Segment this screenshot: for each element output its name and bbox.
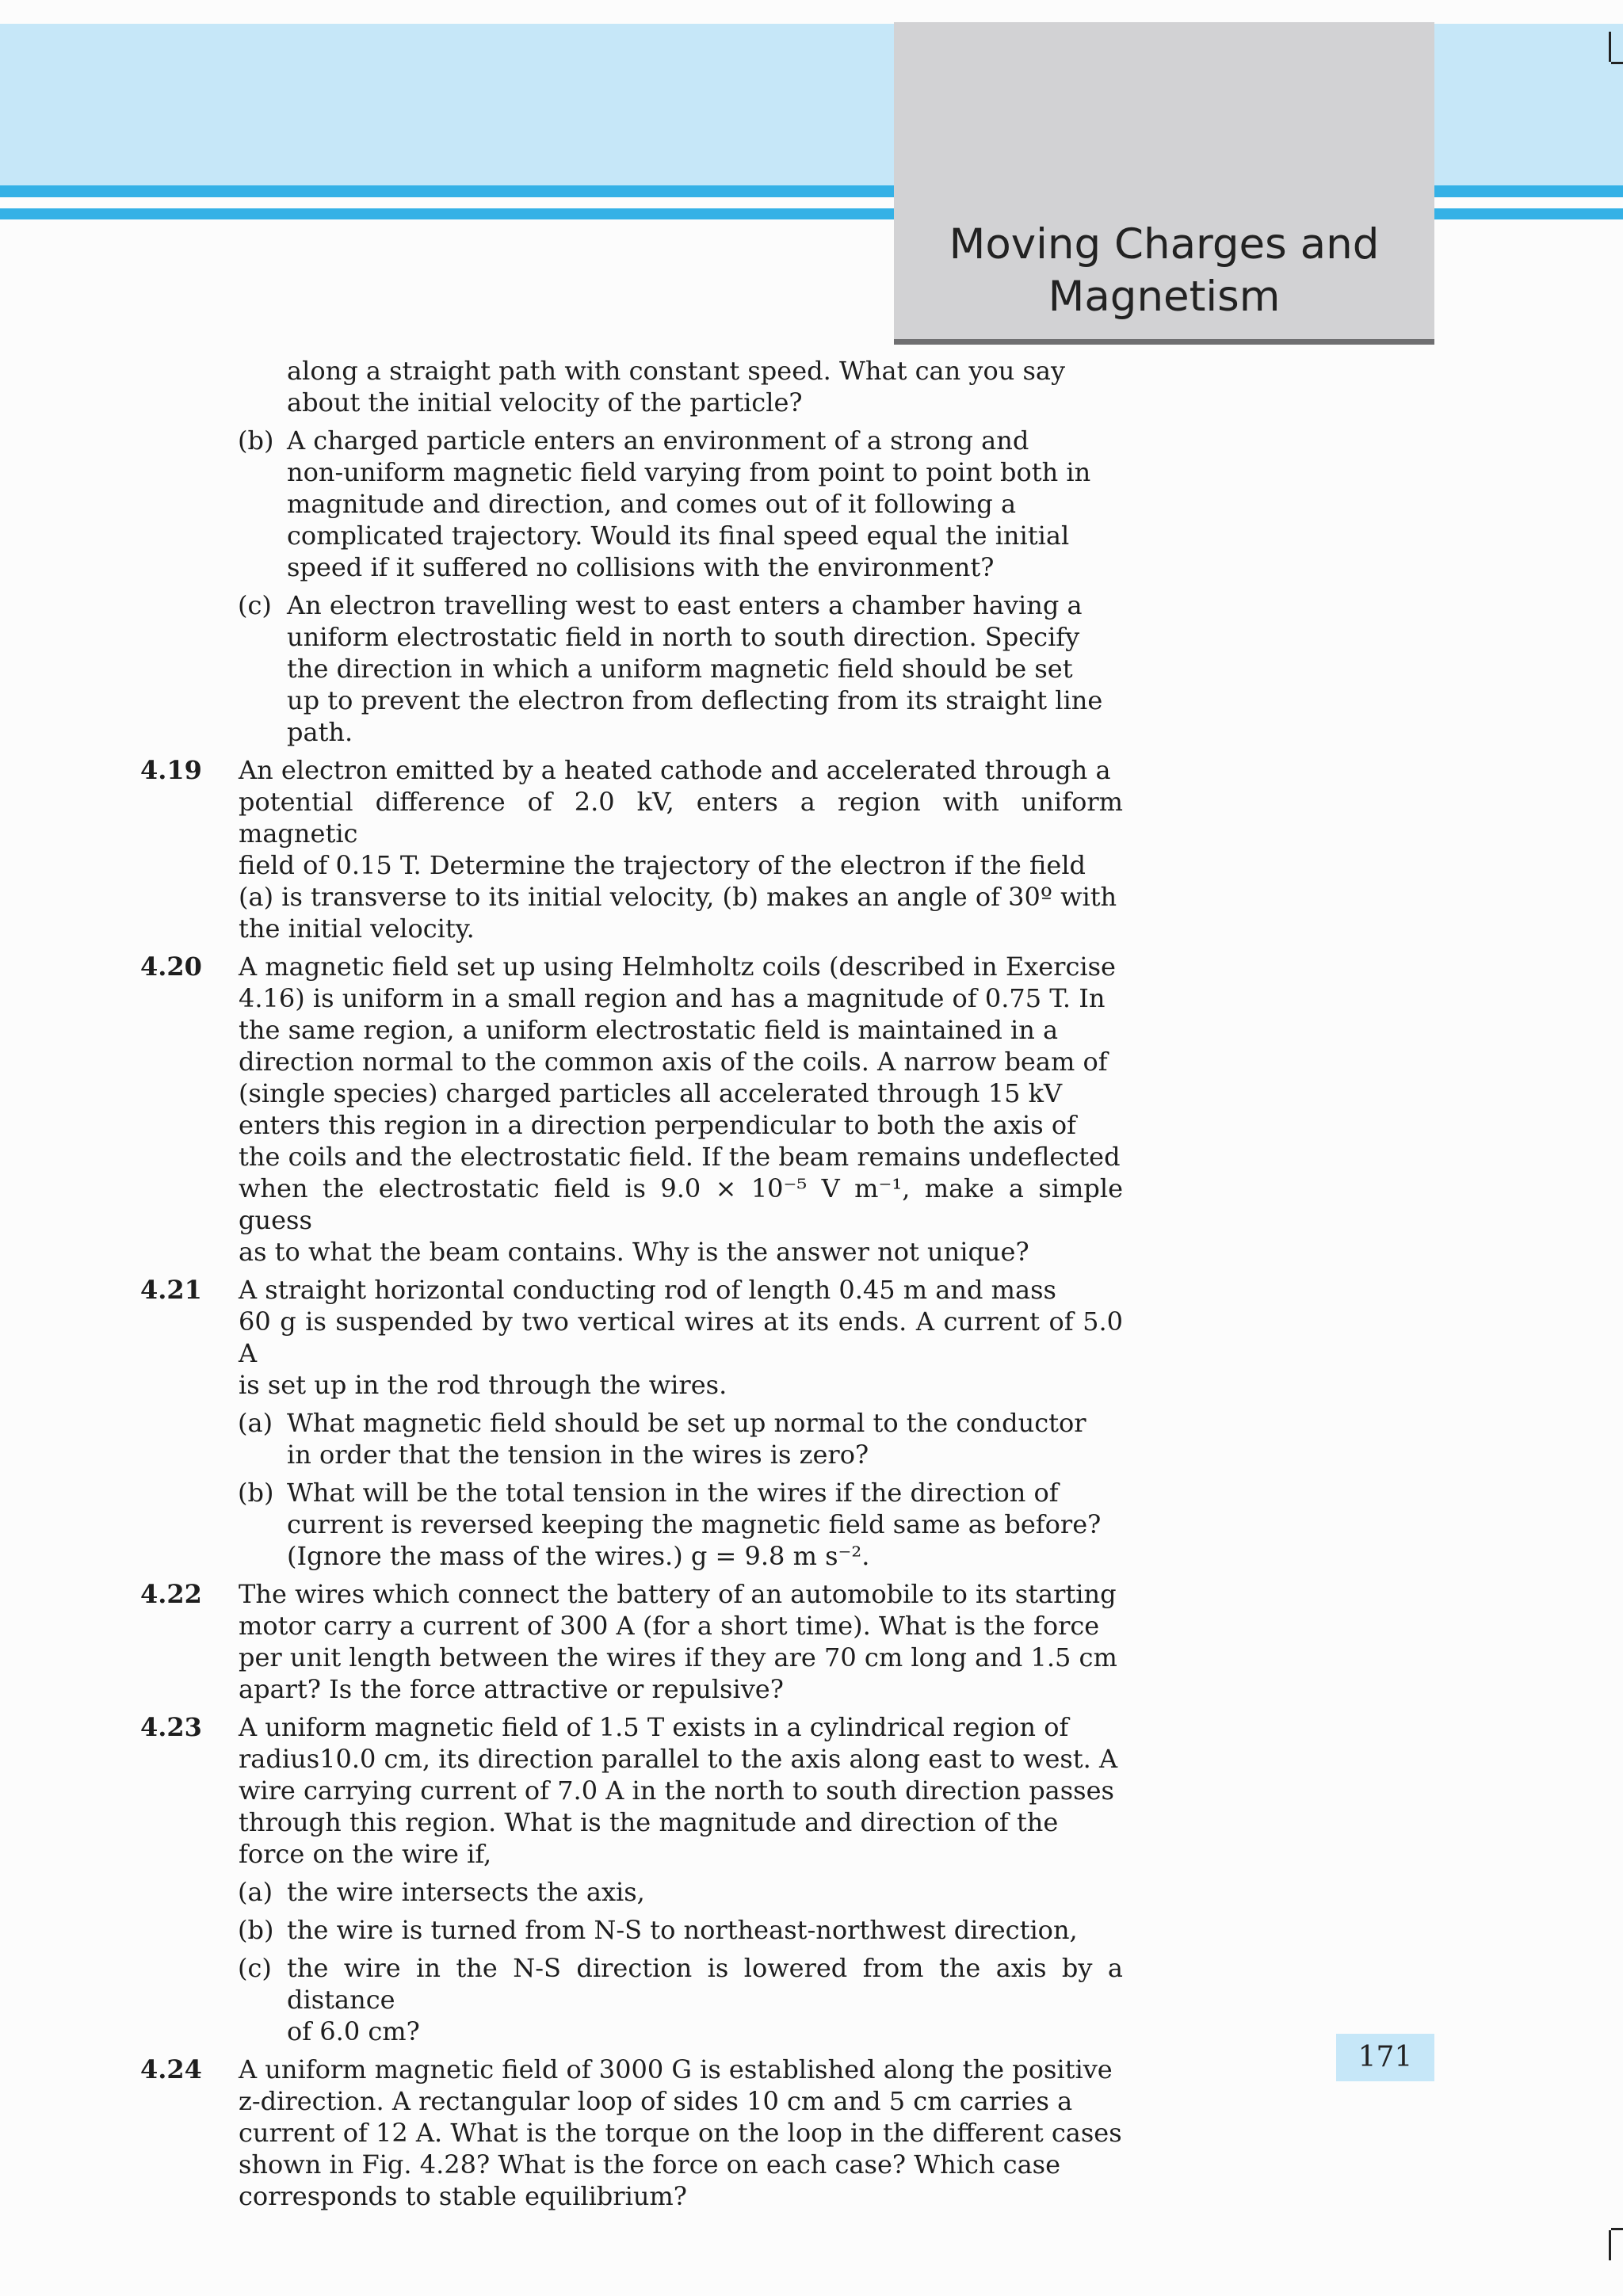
- sub-question-text: What magnetic field should be set up normal to the conductor in order that the tension in the wires is zero?: [287, 1408, 1086, 1470]
- exercise-question: [0, 754, 1141, 944]
- sub-question-text: A charged particle enters an environment of a strong and non-uniform magnetic field varying from point to point both in magnitude and direction, and comes out of it following a complicated trajectory. Would its final speed equal the initial speed if it suffered no collisions with the environment?: [287, 425, 1091, 582]
- sub-question-label: (c): [238, 590, 272, 620]
- sub-question-label: (a): [238, 1408, 273, 1438]
- sub-question: [0, 1952, 1141, 2047]
- chapter-title: Moving Charges and Magnetism: [949, 220, 1380, 321]
- question-number: 4.21: [140, 1275, 202, 1305]
- question-number: 4.24: [140, 2054, 202, 2084]
- exercise-question: [0, 1274, 1141, 1401]
- sub-question: [0, 1876, 1141, 1908]
- sub-question-text: the wire intersects the axis,: [287, 1877, 645, 1907]
- sub-question-label: (a): [238, 1877, 273, 1907]
- exercise-question: [0, 1711, 1141, 1870]
- sub-question: [0, 1477, 1141, 1572]
- sub-question: [0, 589, 1141, 748]
- question-text: A straight horizontal conducting rod of length 0.45 m and mass 60 g is suspended by two vertical wires at its ends. A current of 5.0 A is set up in the rod through the wires.: [239, 1275, 1123, 1400]
- sub-question-text: What will be the total tension in the wires if the direction of current is reversed keeping the magnetic field same as before? (Ignore the mass of the wires.) g = 9.8 m s⁻².: [287, 1478, 1102, 1571]
- question-number: 4.19: [140, 755, 202, 785]
- continued-text: [0, 355, 1141, 418]
- chapter-box: [894, 22, 1434, 345]
- crop-mark-top-horizontal: [1611, 62, 1623, 64]
- sub-question-label: (c): [238, 1953, 272, 1983]
- sub-question: [0, 1407, 1141, 1470]
- sub-question-label: (b): [238, 425, 274, 456]
- sub-question-text: the wire in the N-S direction is lowered from the axis by a distance of 6.0 cm?: [287, 1953, 1123, 2046]
- crop-mark-top-vertical: [1609, 32, 1611, 62]
- sub-question-text: An electron travelling west to east enters a chamber having a uniform electrostatic field in north to south direction. Specify the direction in which a uniform magnetic field should be set up to prevent the electron from deflecting from its straight line path.: [287, 590, 1103, 747]
- question-text: An electron emitted by a heated cathode and accelerated through a potential difference of 2.0 kV, enters a region with uniform magnetic field of 0.15 T. Determine the trajectory of the electron if the field (a) is transverse to its initial velocity, (b) makes an angle of 30º with the initial velocity.: [239, 755, 1123, 944]
- crop-mark-bottom-horizontal: [1611, 2228, 1623, 2230]
- crop-mark-bottom-vertical: [1609, 2230, 1611, 2260]
- question-text: A uniform magnetic field of 3000 G is established along the positive z-direction. A rectangular loop of sides 10 cm and 5 cm carries a current of 12 A. What is the torque on the loop in the different cases shown in Fig. 4.28? What is the force on each case? Which case corresponds to stable equilibrium?: [239, 2054, 1122, 2211]
- sub-question: [0, 425, 1141, 583]
- exercise-content: [0, 355, 1141, 2218]
- question-number: 4.20: [140, 952, 202, 982]
- sub-question-label: (b): [238, 1915, 274, 1945]
- sub-question: [0, 1914, 1141, 1946]
- continued-text-body: along a straight path with constant speed. What can you say about the initial velocity of the particle?: [287, 356, 1066, 418]
- sub-question-label: (b): [238, 1478, 274, 1508]
- question-number: 4.23: [140, 1712, 202, 1742]
- exercise-question: [0, 2054, 1141, 2212]
- question-number: 4.22: [140, 1579, 202, 1609]
- exercise-question: [0, 951, 1141, 1268]
- question-text: A uniform magnetic field of 1.5 T exists in a cylindrical region of radius10.0 cm, its direction parallel to the axis along east to west. A wire carrying current of 7.0 A in the north to south direction passes through this region. What is the magnitude and direction of the force on the wire if,: [239, 1712, 1118, 1869]
- question-text: A magnetic field set up using Helmholtz coils (described in Exercise 4.16) is uniform in a small region and has a magnitude of 0.75 T. In the same region, a uniform electrostatic field is maintained in a direction normal to the common axis of the coils. A narrow beam of (single species) charged particles all accelerated through 15 kV enters this region in a direction perpendicular to both the axis of the coils and the electrostatic field. If the beam remains undeflected when the electrostatic field is 9.0 × 10⁻⁵ V m⁻¹, make a simple guess as to what the beam contains. Why is the answer not unique?: [239, 952, 1123, 1267]
- page-number: 171: [1336, 2034, 1434, 2081]
- question-text: The wires which connect the battery of an automobile to its starting motor carry a current of 300 A (for a short time). What is the force per unit length between the wires if they are 70 cm long and 1.5 cm apart? Is the force attractive or repulsive?: [239, 1579, 1117, 1704]
- exercise-question: [0, 1578, 1141, 1705]
- sub-question-text: the wire is turned from N-S to northeast-northwest direction,: [287, 1915, 1078, 1945]
